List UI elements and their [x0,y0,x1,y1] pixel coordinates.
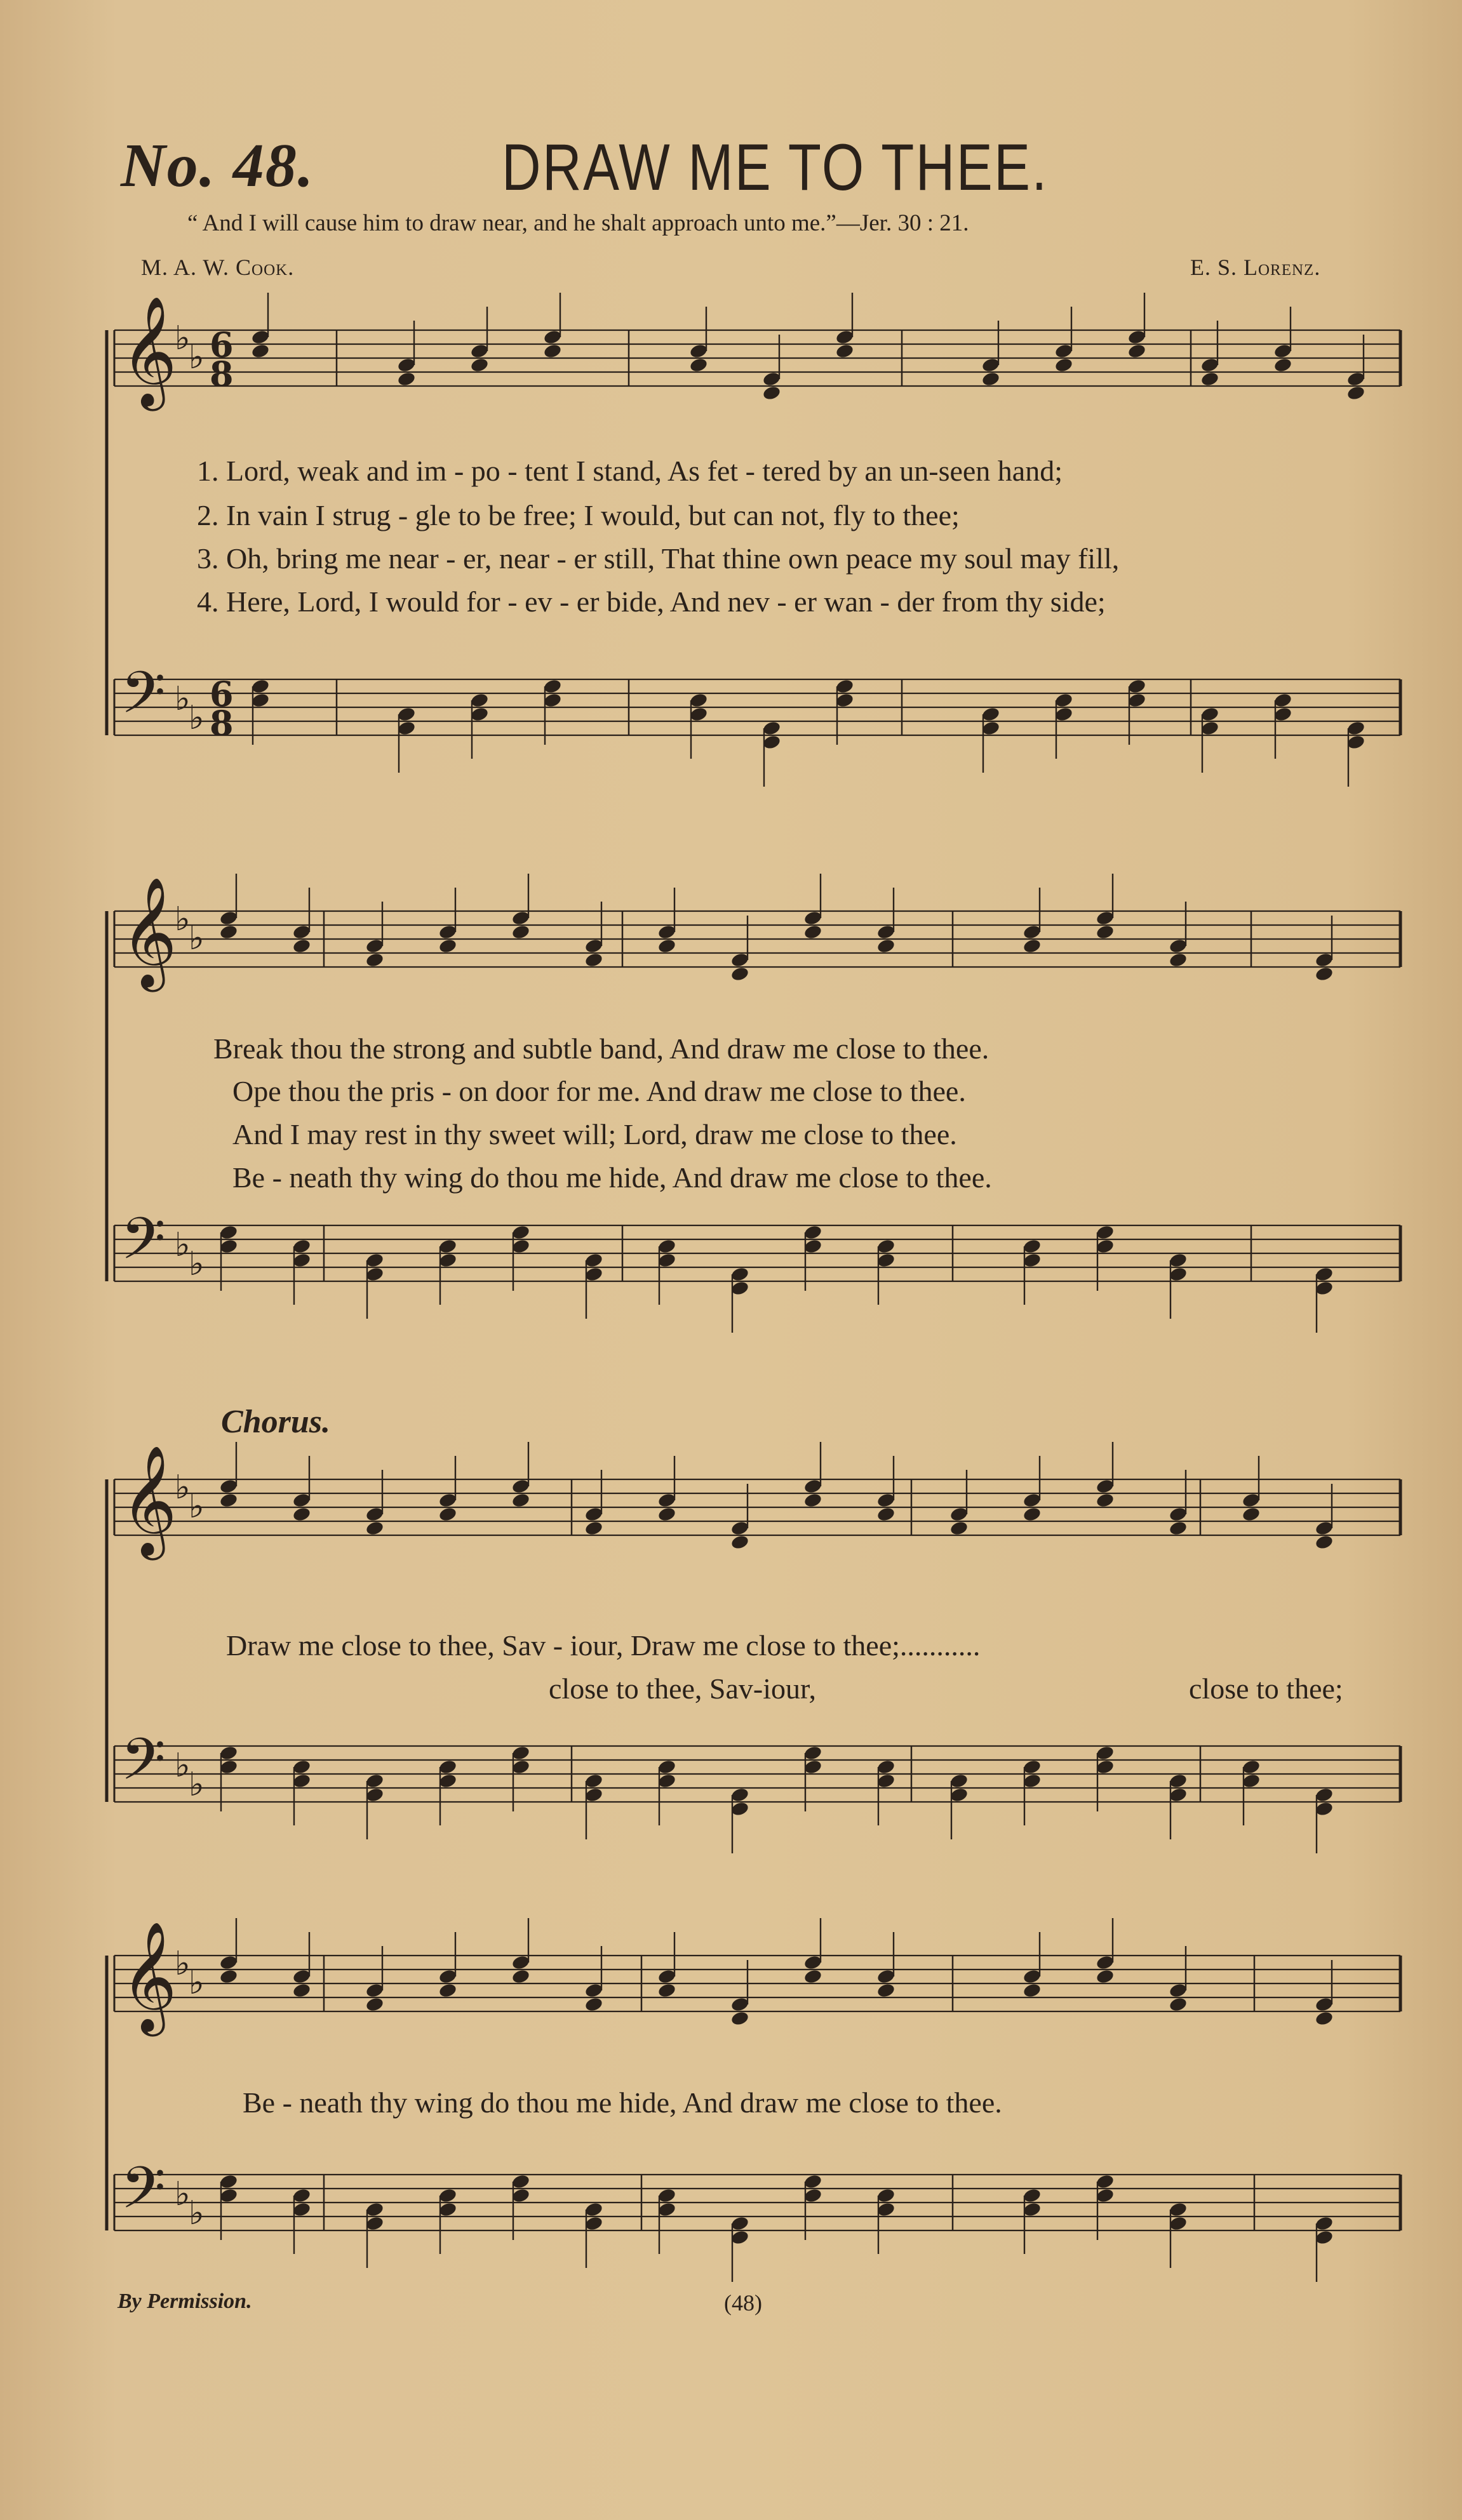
notehead [876,2187,896,2204]
notehead [511,924,531,940]
notehead [1127,343,1147,359]
notehead [219,2173,239,2190]
notehead [365,2201,385,2218]
notehead [438,1759,458,1775]
time-signature: 6 [210,324,234,365]
chorus-line-upper: Draw me close to thee, Sav - iour, Draw me close to thee;........... [226,1629,981,1662]
notehead [1200,357,1220,373]
notehead [803,2187,823,2204]
notehead [543,692,563,709]
notehead [1054,692,1074,709]
notehead [292,924,312,940]
notehead [876,924,896,940]
notehead [762,720,782,737]
notehead [438,1968,458,1985]
notehead [365,1787,385,1803]
notehead [438,938,458,954]
time-signature: 8 [210,354,234,394]
flat-icon: ♭ [189,338,205,377]
verse-line-1: 1. Lord, weak and im - po - tent I stand, As fet - tered by an un-seen hand; [197,455,1063,487]
notehead [365,1982,385,1999]
notehead [543,343,563,359]
flat-icon: ♭ [175,2175,191,2213]
notehead [981,706,1001,723]
notehead [1096,1224,1115,1241]
notehead [1169,1787,1188,1803]
notehead [1023,1982,1042,1999]
flat-icon: ♭ [175,1747,191,1785]
notehead [762,385,782,401]
notehead [876,1492,896,1509]
notehead [365,2215,385,2232]
author-credit: M. A. W. Cook. [141,255,295,280]
final-lyric-line: Be - neath thy wing do thou me hide, And draw me close to thee. [243,2086,1002,2119]
notehead [981,720,1001,737]
notehead [584,2215,604,2232]
notehead [876,2201,896,2218]
notehead [803,1238,823,1255]
notehead [1315,1520,1334,1537]
notehead [1346,385,1366,401]
notehead [511,1224,531,1241]
notehead [657,938,677,954]
notehead [1023,1238,1042,1255]
flat-icon: ♭ [175,680,191,718]
notehead [1346,734,1366,750]
notehead [689,706,709,723]
notehead [584,1787,604,1803]
notehead [397,706,417,723]
notehead [1169,1266,1188,1283]
notehead [1096,1968,1115,1985]
notehead [803,924,823,940]
bass-clef-icon: 𝄢 [121,659,166,740]
notehead [949,1506,969,1523]
notehead [876,1238,896,1255]
flat-icon: ♭ [189,919,205,957]
notehead [543,678,563,695]
notehead [511,1968,531,1985]
notehead [657,2187,677,2204]
notehead [1200,371,1220,387]
notehead [584,1266,604,1283]
notehead [1169,2201,1188,2218]
notehead [219,2187,239,2204]
notehead [1127,678,1147,695]
notehead [584,1520,604,1537]
notehead [1169,1252,1188,1269]
notehead [438,1506,458,1523]
notehead [657,2201,677,2218]
notehead [543,329,563,345]
notehead [1096,2187,1115,2204]
notehead [365,938,385,954]
notehead [657,1252,677,1269]
notehead [365,952,385,968]
treble-clef-icon: 𝄞 [121,1921,177,2032]
flat-icon: ♭ [189,1964,205,2002]
notehead [689,692,709,709]
notehead [1023,1759,1042,1775]
time-signature: 6 [210,674,234,714]
notehead [438,1773,458,1789]
notehead [949,1773,969,1789]
notehead [730,1534,750,1550]
notehead [803,1954,823,1971]
notehead [365,1996,385,2013]
flat-icon: ♭ [189,1245,205,1283]
flat-icon: ♭ [175,319,191,357]
notehead [1200,720,1220,737]
notehead [1096,2173,1115,2190]
notehead [584,1773,604,1789]
notehead [1315,1787,1334,1803]
notehead [438,2187,458,2204]
notehead [511,1745,531,1761]
notehead [219,1492,239,1509]
notehead [1315,1534,1334,1550]
flat-icon: ♭ [175,1469,191,1507]
notehead [584,1996,604,2013]
notehead [876,1506,896,1523]
notehead [219,1759,239,1775]
notehead [292,1252,312,1269]
notehead [438,924,458,940]
notehead [1096,910,1115,926]
notehead [470,357,490,373]
notehead [876,1252,896,1269]
notehead [292,2201,312,2218]
notehead [730,966,750,982]
notehead [835,678,855,695]
notehead [397,357,417,373]
notehead [803,1478,823,1495]
notehead [1315,966,1334,982]
verse-line-4: 4. Here, Lord, I would for - ev - er bide, And nev - er wan - der from thy side; [197,585,1106,618]
notehead [584,938,604,954]
notehead [584,1252,604,1269]
notehead [1096,1492,1115,1509]
verse-line-3: 3. Oh, bring me near - er, near - er still, That thine own peace my soul may fill, [197,542,1120,575]
refrain-line-3: And I may rest in thy sweet will; Lord, draw me close to thee. [232,1118,957,1150]
notehead [438,1238,458,1255]
notehead [438,1252,458,1269]
notehead [1023,1252,1042,1269]
notehead [1169,1982,1188,1999]
notehead [292,1968,312,1985]
notehead [1315,1996,1334,2013]
notehead [397,720,417,737]
notehead [689,343,709,359]
treble-clef-icon: 𝄞 [121,1445,177,1556]
notehead [1169,1996,1188,2013]
notehead [1242,1506,1261,1523]
notehead [1096,924,1115,940]
notehead [730,1996,750,2013]
notehead [1023,2201,1042,2218]
notehead [1169,1773,1188,1789]
notehead [1023,1492,1042,1509]
notehead [292,1238,312,1255]
notehead [397,371,417,387]
notehead [219,1954,239,1971]
chorus-label: Chorus. [221,1404,330,1440]
notehead [1242,1759,1261,1775]
notehead [1315,952,1334,968]
notehead [1346,371,1366,387]
bass-clef-icon: 𝄢 [121,2154,166,2236]
notehead [1096,1745,1115,1761]
notehead [835,329,855,345]
notehead [835,343,855,359]
notehead [584,1506,604,1523]
notehead [511,1478,531,1495]
notehead [1023,2187,1042,2204]
notehead [470,706,490,723]
notehead [1315,2215,1334,2232]
notehead [762,734,782,750]
notehead [730,1280,750,1297]
flat-icon: ♭ [175,1945,191,1983]
notehead [438,1982,458,1999]
notehead [949,1787,969,1803]
notehead [365,1252,385,1269]
notehead [1023,924,1042,940]
notehead [730,2215,750,2232]
notehead [657,1982,677,1999]
hymn-number: No. 48. [121,131,315,200]
notehead [292,1492,312,1509]
composer-credit: E. S. Lorenz. [1190,255,1321,280]
notehead [251,692,271,709]
notehead [365,1506,385,1523]
notehead [730,952,750,968]
hymn-title: DRAW ME TO THEE. [502,131,1049,204]
refrain-line-4: Be - neath thy wing do thou me hide, And draw me close to thee. [232,1161,992,1194]
notehead [438,2201,458,2218]
notehead [657,1759,677,1775]
notehead [1023,1773,1042,1789]
notehead [511,1954,531,1971]
notehead [1200,706,1220,723]
notehead [1242,1773,1261,1789]
refrain-line-1: Break thou the strong and subtle band, And draw me close to thee. [213,1032,989,1065]
notehead [1023,1968,1042,1985]
notehead [730,1266,750,1283]
permission-note: By Permission. [117,2290,252,2313]
notehead [1023,938,1042,954]
notehead [1273,692,1293,709]
verse-line-2: 2. In vain I strug - gle to be free; I would, but can not, fly to thee; [197,499,960,531]
notehead [803,1745,823,1761]
notehead [1315,1801,1334,1817]
notehead [219,924,239,940]
notehead [251,678,271,695]
notehead [803,1968,823,1985]
notehead [292,2187,312,2204]
notehead [219,1238,239,1255]
flat-icon: ♭ [175,900,191,938]
notehead [657,924,677,940]
notehead [511,2187,531,2204]
notehead [1169,1506,1188,1523]
notehead [835,692,855,709]
notehead [1273,357,1293,373]
flat-icon: ♭ [189,1488,205,1526]
notehead [1169,1520,1188,1537]
notehead [1169,938,1188,954]
notehead [803,1492,823,1509]
bass-clef-icon: 𝄢 [121,1205,166,1286]
notehead [219,910,239,926]
notehead [292,1506,312,1523]
notehead [1127,329,1147,345]
notehead [730,1520,750,1537]
notehead [365,1520,385,1537]
notehead [657,1773,677,1789]
notehead [803,2173,823,2190]
notehead [292,1759,312,1775]
notehead [949,1520,969,1537]
notehead [1273,343,1293,359]
notehead [1127,692,1147,709]
notehead [803,1759,823,1775]
refrain-line-2: Ope thou the pris - on door for me. And draw me close to thee. [232,1075,966,1107]
notehead [876,938,896,954]
notehead [511,1492,531,1509]
notehead [1315,2010,1334,2027]
notehead [1315,1266,1334,1283]
notehead [365,1266,385,1283]
notehead [511,910,531,926]
notehead [438,1492,458,1509]
flat-icon: ♭ [189,699,205,737]
notehead [730,1787,750,1803]
notehead [584,1982,604,1999]
notehead [657,1238,677,1255]
notehead [876,1759,896,1775]
flat-icon: ♭ [189,2194,205,2232]
notehead [511,2173,531,2190]
chorus-line-lower-b: close to thee; [1189,1672,1343,1705]
notehead [251,329,271,345]
notehead [730,2229,750,2246]
notehead [1054,706,1074,723]
notehead [876,1982,896,1999]
notehead [292,1982,312,1999]
notehead [1023,1506,1042,1523]
notehead [657,1968,677,1985]
notehead [1096,1238,1115,1255]
time-signature: 8 [210,703,234,743]
epigraph: “ And I will cause him to draw near, and he shalt approach unto me.”—Jer. 30 : 21. [187,210,969,236]
notehead [1096,1954,1115,1971]
bass-clef-icon: 𝄢 [121,1726,166,1807]
notehead [251,343,271,359]
notehead [657,1506,677,1523]
notehead [1054,343,1074,359]
notehead [1096,1759,1115,1775]
notehead [1096,1478,1115,1495]
notehead [511,1759,531,1775]
notehead [657,1492,677,1509]
treble-clef-icon: 𝄞 [121,877,177,987]
notehead [981,357,1001,373]
notehead [730,2010,750,2027]
notehead [1054,357,1074,373]
chorus-line-lower-a: close to thee, Sav-iour, [549,1672,816,1705]
notehead [219,1224,239,1241]
flat-icon: ♭ [175,1226,191,1264]
notehead [470,692,490,709]
notehead [511,1238,531,1255]
notehead [1242,1492,1261,1509]
notehead [689,357,709,373]
notehead [219,1968,239,1985]
notehead [219,1478,239,1495]
page-number: (48) [724,2290,762,2316]
notehead [470,343,490,359]
notehead [1169,952,1188,968]
notehead [584,952,604,968]
notehead [1273,706,1293,723]
notehead [803,910,823,926]
notehead [1169,2215,1188,2232]
notehead [292,938,312,954]
notehead [762,371,782,387]
notehead [584,2201,604,2218]
notehead [365,1773,385,1789]
notehead [876,1968,896,1985]
notehead [219,1745,239,1761]
notehead [981,371,1001,387]
notehead [1315,1280,1334,1297]
notehead [1315,2229,1334,2246]
notehead [1346,720,1366,737]
notehead [730,1801,750,1817]
notehead [876,1773,896,1789]
treble-clef-icon: 𝄞 [121,296,177,406]
notehead [803,1224,823,1241]
flat-icon: ♭ [189,1766,205,1804]
notehead [292,1773,312,1789]
